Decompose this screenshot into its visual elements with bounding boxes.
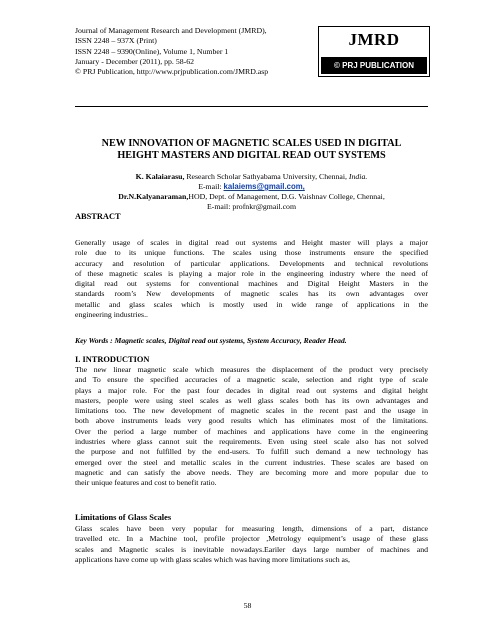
author-2-line [75,192,428,202]
abstract-body [75,238,428,320]
header-divider [75,106,428,107]
logo-name: JMRD [348,30,400,49]
keywords: Key Words : Magnetic scales, Digital read out systems, System Accuracy, Reader Head. [75,336,347,345]
journal-logo [318,26,430,77]
title-line: HEIGHT MASTERS AND DIGITAL READ OUT SYSTEMS [117,149,386,161]
abstract-line: digital read out systems for conventional machines and Digital Height Masters in the [75,279,428,289]
abstract-line: role due to its unique functions. The scales using those instruments ensure the specified [75,248,428,258]
limitations-body [75,524,428,565]
journal-header [75,26,315,77]
introduction-line: industries where glass cannot suit the requirements. Even using steel scale also has not solved [75,437,428,447]
introduction-heading: I. INTRODUCTION [75,355,150,364]
author-1-email-line [75,182,428,192]
journal-line: © PRJ Publication, http://www.prjpublication.com/JMRD.asp [75,67,269,77]
abstract-line: accuracy and resolution of particular applications. Developments and technical revolutions [75,258,428,268]
logo-band: © PRJ PUBLICATION [321,57,427,74]
journal-line: ISSN 2248 – 9390(Online), Volume 1, Number 1 [75,46,229,56]
author-1-place: India. [348,172,368,181]
page-number: 58 [243,601,252,610]
limitations-line: applications have come up with glass scales which was having more limitations such as, [75,554,350,564]
author-1-affiliation: Research Scholar Sathyabama University, Chennai, [184,172,349,181]
email-label: E-mail: [198,182,224,191]
paper-title [75,138,428,161]
abstract-line: engineering industries.. [75,310,148,320]
author-2-email: E-mail: profnkr@gmail.com [206,202,297,211]
abstract-line: metallic and glass scales which is mostly used in wide range of applications in the [75,299,428,309]
abstract-line: Generally usage of scales in digital read out systems and Height master will plays a major [75,238,428,247]
introduction-line: The new linear magnetic scale which measures the displacement of the product very precisely [75,365,428,374]
introduction-line: emerged over the steel and metallic scales in the current industries. These scales are based on [75,457,428,467]
abstract-line: of these magnetic scales is playing a major role in the engineering industry where the need of [75,268,428,278]
journal-line: January - December (2011), pp. 58-62 [75,56,195,66]
introduction-line: Over the period a large number of machines and applications have come in the engineering [75,426,428,436]
author-1-name: K. Kalaiarasu, [135,172,185,181]
introduction-line: their unique features and cost to benefit ratio. [75,478,217,488]
introduction-body [75,365,428,489]
abstract-line: standards room’s New developments of magnetic scales has its own advantages over [75,289,428,299]
journal-line: Journal of Management Research and Development (JMRD), [75,26,267,35]
limitations-heading: Limitations of Glass Scales [75,513,172,522]
title-line: NEW INNOVATION OF MAGNETIC SCALES USED IN DIGITAL [101,138,402,149]
introduction-line: the purpose and not fulfilled by the end-users. To fulfill such demand a new technology has [75,447,428,457]
abstract-heading: ABSTRACT [75,212,121,221]
introduction-line: and To ensure the specified accuracies of a magnetic scale, selection and right type of scale [75,375,428,385]
author-2-affiliation: HOD, Dept. of Management, D.G. Vaishnav College, Chennai, [188,192,385,201]
introduction-line: magnetic and can satisfy the above needs. They are becoming more and more popular due to [75,467,428,477]
author-1-email-link[interactable]: kalaiems@gmail.com, [223,182,305,191]
introduction-line: masters, people were using steel scales as well glass scales both has its own advantages and [75,395,428,405]
author-1-line [75,172,428,182]
introduction-line: plays a major role. For the past four decades in digital read out systems and digital height [75,385,428,395]
limitations-line: Glass scales have been very popular for measuring length, dimensions of a part, distance [75,524,428,533]
author-2-name: Dr.N.Kalyanaraman, [118,192,189,201]
limitations-line: travelled etc. In a Machine tool, profile projector ,Metrology equipment’s usage of these glass [75,534,428,544]
journal-line: ISSN 2248 – 937X (Print) [75,36,157,46]
introduction-line: limitations too. The new development of magnetic scales in the recent past and the usage in [75,406,428,416]
introduction-line: both above instruments leads very good results which has eliminates most of the limitations. [75,416,428,426]
limitations-line: scales and Magnetic scales is inevitable nowadays.Eariler days large number of machines and [75,544,428,554]
author-block [75,172,428,212]
